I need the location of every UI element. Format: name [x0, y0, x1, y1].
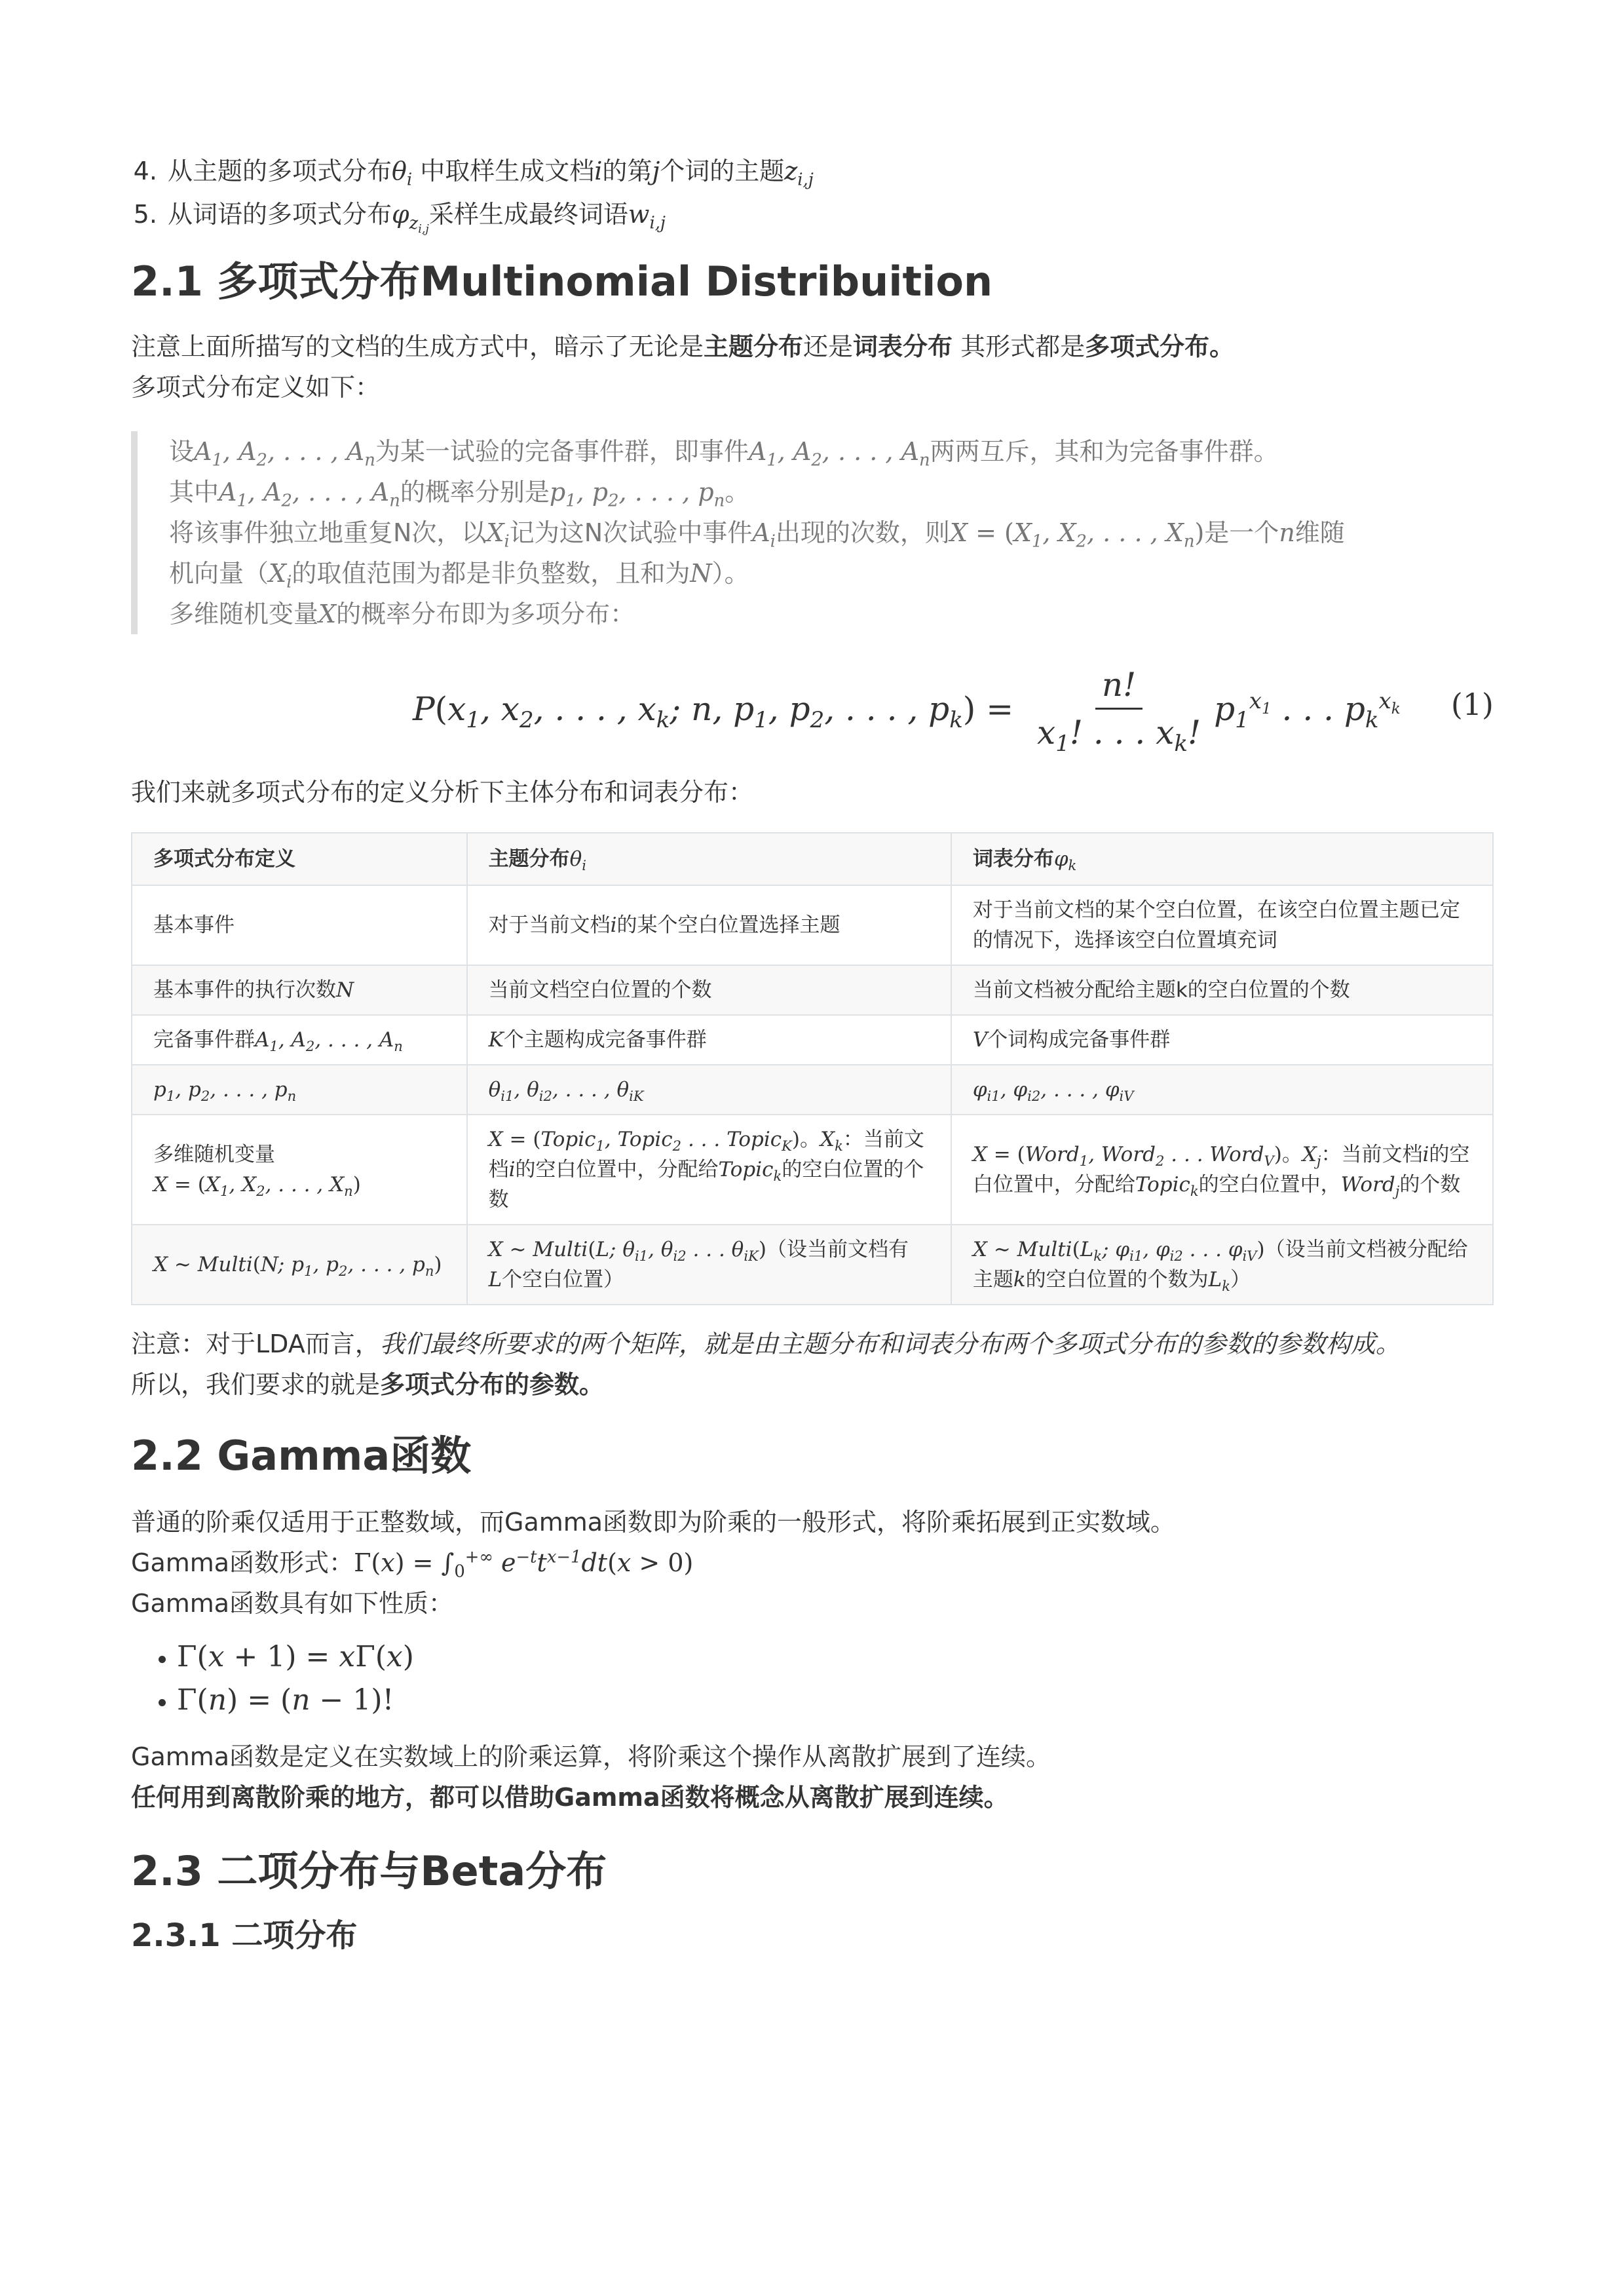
table-header-cell: 主题分布$\theta_i$	[467, 833, 951, 885]
table-cell: 当前文档被分配给主题k的空白位置的个数	[951, 965, 1493, 1015]
table-row	[132, 1225, 1493, 1305]
section-heading-2-1: 2.1 多项式分布Multinomial Distribuition	[131, 258, 993, 305]
paragraph: 所以，我们要求的就是多项式分布的参数。	[131, 1370, 605, 1399]
list-item: 5. 从词语的多项式分布$\varphi_{z_{i,j}}$采样生成最终词语$w_{i,j}$	[165, 193, 1494, 236]
table-cell: 当前文档空白位置的个数	[467, 965, 951, 1015]
list-item: • Γ(x + 1) = xΓ(x)	[177, 1636, 1494, 1679]
table-cell: X ∼ Multi(N; $p_1$, $p_2$, . . . , $p_n$)	[132, 1225, 467, 1305]
comparison-table	[131, 832, 1494, 1305]
definition-blockquote	[131, 431, 1494, 634]
table-cell: $\theta_{i1}$, $\theta_{i2}$, . . . , $\theta_{iK}$	[467, 1065, 951, 1115]
multinomial-formula	[131, 653, 1494, 764]
table-cell: X = (Word$_1$, Word$_2$ . . . Word$_V$)。$X_j$：当前文档i的空白位置中，分配给Topic$_k$的空白位置中，Word$_j$的个数	[951, 1115, 1493, 1225]
paragraph: 普通的阶乘仅适用于正整数域，而Gamma函数即为阶乘的一般形式，将阶乘拓展到正实数域。	[131, 1508, 1176, 1537]
table-cell: V个词构成完备事件群	[951, 1015, 1493, 1065]
table-cell: $p_1$, $p_2$, . . . , $p_n$	[132, 1065, 467, 1115]
table-cell: $\varphi_{i1}$, $\varphi_{i2}$, . . . , $\varphi_{iV}$	[951, 1065, 1493, 1115]
quote-line: 设$A_1$, $A_2$, . . . , $A_n$为某一试验的完备事件群，即事件$A_1$, $A_2$, . . . , $A_n$两两互斥，其和为完备事件群。	[169, 437, 1279, 470]
paragraph: 任何用到离散阶乘的地方，都可以借助Gamma函数将概念从离散扩展到连续。	[131, 1783, 1009, 1812]
table-cell: K个主题构成完备事件群	[467, 1015, 951, 1065]
table-cell: 对于当前文档的某个空白位置，在该空白位置主题已定的情况下，选择该空白位置填充词	[951, 885, 1493, 965]
gamma-properties-list	[131, 1636, 1494, 1722]
subsection-heading-2-3-1: 2.3.1 二项分布	[131, 1917, 358, 1954]
table-cell: 基本事件的执行次数N	[132, 965, 467, 1015]
table-row	[132, 1065, 1493, 1115]
formula-expression: P ( $x_1$, $x_2$, . . . , $x_k$; n, $p_1$, $p_2$, . . . , $p_k$ ) = $\frac{n!}{x_1! . . . x_k!}$ $p_1^{x_1}$ . . . $p_k^{x_k}$	[413, 666, 1401, 757]
table-cell: X ∼ $Multi(L_k$; $\varphi_{i1}$, $\varphi_{i2}$ . . . $\varphi_{iV}$)（设当前文档被分配给主题k的空白位置的个数为$L_k$）	[951, 1225, 1493, 1305]
section-heading-2-3: 2.3 二项分布与Beta分布	[131, 1847, 607, 1895]
table-cell: X ∼ Multi(L; $\theta_{i1}$, $\theta_{i2}$ . . . $\theta_{iK}$)（设当前文档有 L个空白位置）	[467, 1225, 951, 1305]
table-header-row	[132, 833, 1493, 885]
table-cell: 基本事件	[132, 885, 467, 965]
table-cell: X = (Topic$_1$, Topic$_2$ . . . Topic$_K$)。$X_k$：当前文档i的空白位置中，分配给Topic$_k$的空白位置的个数	[467, 1115, 951, 1225]
page-content	[131, 149, 1494, 1957]
list-item: 4. 从主题的多项式分布$\theta_i$ 中取样生成文档i的第j个词的主题$z_{i,j}$	[165, 149, 1494, 193]
table-cell: 完备事件群$A_1$, $A_2$, . . . , $A_n$	[132, 1015, 467, 1065]
table-cell: 多维随机变量 $X = (X_1$, $X_2$, . . . , $X_n$)	[132, 1115, 467, 1225]
table-row	[132, 1015, 1493, 1065]
list-item: • Γ(n) = (n − 1)!	[177, 1679, 1494, 1722]
paragraph: 我们来就多项式分布的定义分析下主体分布和词表分布：	[131, 778, 754, 807]
table-row	[132, 965, 1493, 1015]
paragraph: 注意上面所描写的文档的生成方式中，暗示了无论是主题分布还是词表分布 其形式都是多项式分布。	[131, 332, 1235, 361]
quote-line: 机向量（$X_i$的取值范围为都是非负整数，且和为N）。	[169, 559, 749, 592]
quote-line: 其中$A_1$, $A_2$, . . . , $A_n$的概率分别是$p_1$, $p_2$, . . . , $p_n$。	[169, 478, 750, 511]
paragraph: Gamma函数形式：$\Gamma(x) = \int_0^{+\infty}$ $e^{-t}t^{x-1}dt(x > 0)$	[131, 1547, 694, 1582]
paragraph: Gamma函数是定义在实数域上的阶乘运算，将阶乘这个操作从离散扩展到了连续。	[131, 1742, 1051, 1771]
table-row	[132, 885, 1493, 965]
quote-line: 多维随机变量X的概率分布即为多项分布：	[169, 600, 635, 628]
equation-number: (1)	[1450, 687, 1494, 722]
section-heading-2-2: 2.2 Gamma函数	[131, 1432, 472, 1480]
table-row	[132, 1115, 1493, 1225]
paragraph: 多项式分布定义如下：	[131, 373, 381, 402]
table-header-cell: 词表分布$\varphi_k$	[951, 833, 1493, 885]
generation-steps-list	[131, 149, 1494, 236]
table-header-cell: 多项式分布定义	[132, 833, 467, 885]
quote-line: 将该事件独立地重复N次，以$X_i$记为这N次试验中事件$A_i$出现的次数，则$X = (X_1$, $X_2$, . . . , $X_n$)是一个n维随	[169, 518, 1345, 552]
paragraph: Gamma函数具有如下性质：	[131, 1589, 454, 1618]
table-cell: 对于当前文档i的某个空白位置选择主题	[467, 885, 951, 965]
paragraph: 注意：对于LDA而言，我们最终所要求的两个矩阵，就是由主题分布和词表分布两个多项式分布的参数的参数构成。	[131, 1330, 1401, 1358]
